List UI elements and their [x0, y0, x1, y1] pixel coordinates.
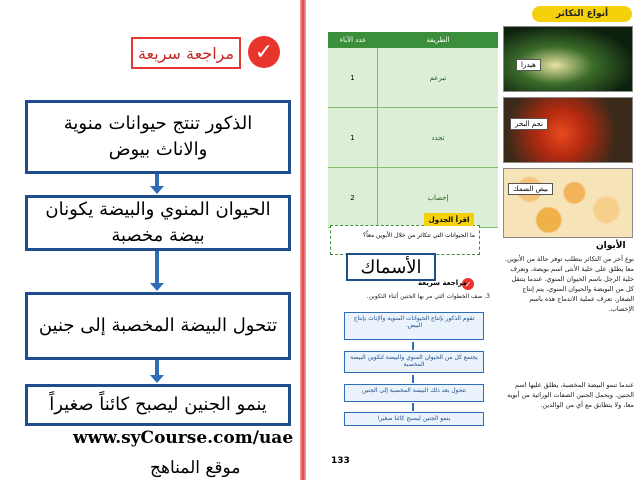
mini-review-title: مراجعة سريعة	[418, 279, 467, 287]
read-table-box	[330, 225, 480, 255]
read-table-tab: اقرأ الجدول	[424, 213, 474, 226]
column-heading: الأبوان	[596, 241, 626, 251]
check-icon: ✓	[462, 278, 474, 290]
header-method: الطريقة	[426, 36, 450, 44]
flow-step-3: تتحول البيضة المخصبة إلى جنين	[25, 292, 291, 360]
photo-label: نجم البحر	[510, 118, 548, 130]
textbook-page	[306, 0, 640, 480]
column-text-2: عندما تنمو البيضة المخصبة، يطلق عليها اسم الجنين. ويحمل الجنين الصفات الوراثية من أبويه معا، ولا يتطابق مع أي من الوالدين.	[507, 381, 634, 410]
flow-step-4: ينمو الجنين ليصبح كائناً صغيراً	[25, 384, 291, 426]
section-tab: أنواع التكاثر	[532, 6, 632, 22]
mini-flow-step: ينمو الجنين ليصبح كائنا صغيرا	[344, 412, 484, 426]
column-text: نوع آخر من التكاثر يتطلب توفر حالة من الأبوين. معا يطلق على خلية الأنثى اسم بويضة، وتعرف خلية الرجل باسم الحيوان المنوي. عندما ينتقل كل من البويضة والحيوان المنوي، يتم إنتاج الصغار. تعرف عملية الاندماج هذه باسم الإخصاب.	[504, 255, 634, 314]
cell-method: تبرعم	[429, 73, 447, 82]
photo-label: بيض السمك	[508, 183, 553, 195]
starfish-photo	[503, 97, 633, 163]
website-url[interactable]: www.syCourse.com/uae	[73, 428, 294, 448]
table-row	[328, 48, 498, 108]
left-panel	[0, 0, 300, 480]
photo-label: هيدرا	[516, 59, 541, 71]
page-number: 133	[331, 456, 350, 466]
cell-method: إخصاب	[427, 193, 449, 202]
cell-method: تجدد	[431, 133, 445, 142]
arrow-line	[155, 360, 159, 376]
site-label: موقع المناهج	[150, 458, 241, 478]
review-title: مراجعة سريعة	[131, 37, 241, 69]
arrow-line	[412, 375, 414, 383]
cell-parents: 1	[328, 108, 378, 167]
answer-box: الأسماك	[346, 253, 436, 281]
arrow-line	[155, 251, 159, 283]
arrow-down-icon	[150, 186, 164, 194]
fish-eggs-photo	[503, 168, 633, 238]
table-header	[328, 32, 498, 48]
arrow-line	[412, 342, 414, 350]
mini-flow-step: يجتمع كل من الحيوان المنوي والبيضة لتكوين البيضة المخصبة	[344, 351, 484, 373]
read-table-question: ما الحيوانات التي تتكاثر من خلال الأبوين معاً؟	[362, 232, 475, 239]
arrow-down-icon	[150, 283, 164, 291]
cell-parents: 1	[328, 48, 378, 107]
check-icon: ✓	[248, 36, 280, 68]
reproduction-table	[328, 32, 498, 228]
arrow-line	[412, 403, 414, 411]
arrow-down-icon	[150, 375, 164, 383]
table-row	[328, 108, 498, 168]
mini-question: 3. صف الخطوات التي مر بها الجنين أثناء التكوين.	[366, 293, 490, 300]
cell-parents: 2	[328, 168, 378, 227]
header-parents: عدد الآباء	[339, 36, 367, 44]
mini-flow-step: تقوم الذكور بإنتاج الحيوانات المنوية والإناث بإنتاج البيض.	[344, 312, 484, 340]
flow-step-1: الذكور تنتج حيوانات منوية والاناث بيوض	[25, 100, 291, 174]
flow-step-2: الحيوان المنوي والبيضة يكونان بيضة مخصبة	[25, 195, 291, 251]
hydra-photo	[503, 26, 633, 92]
mini-flow-step: تتحول بعد ذلك البيضة المخصبة إلى الجنين	[344, 384, 484, 402]
